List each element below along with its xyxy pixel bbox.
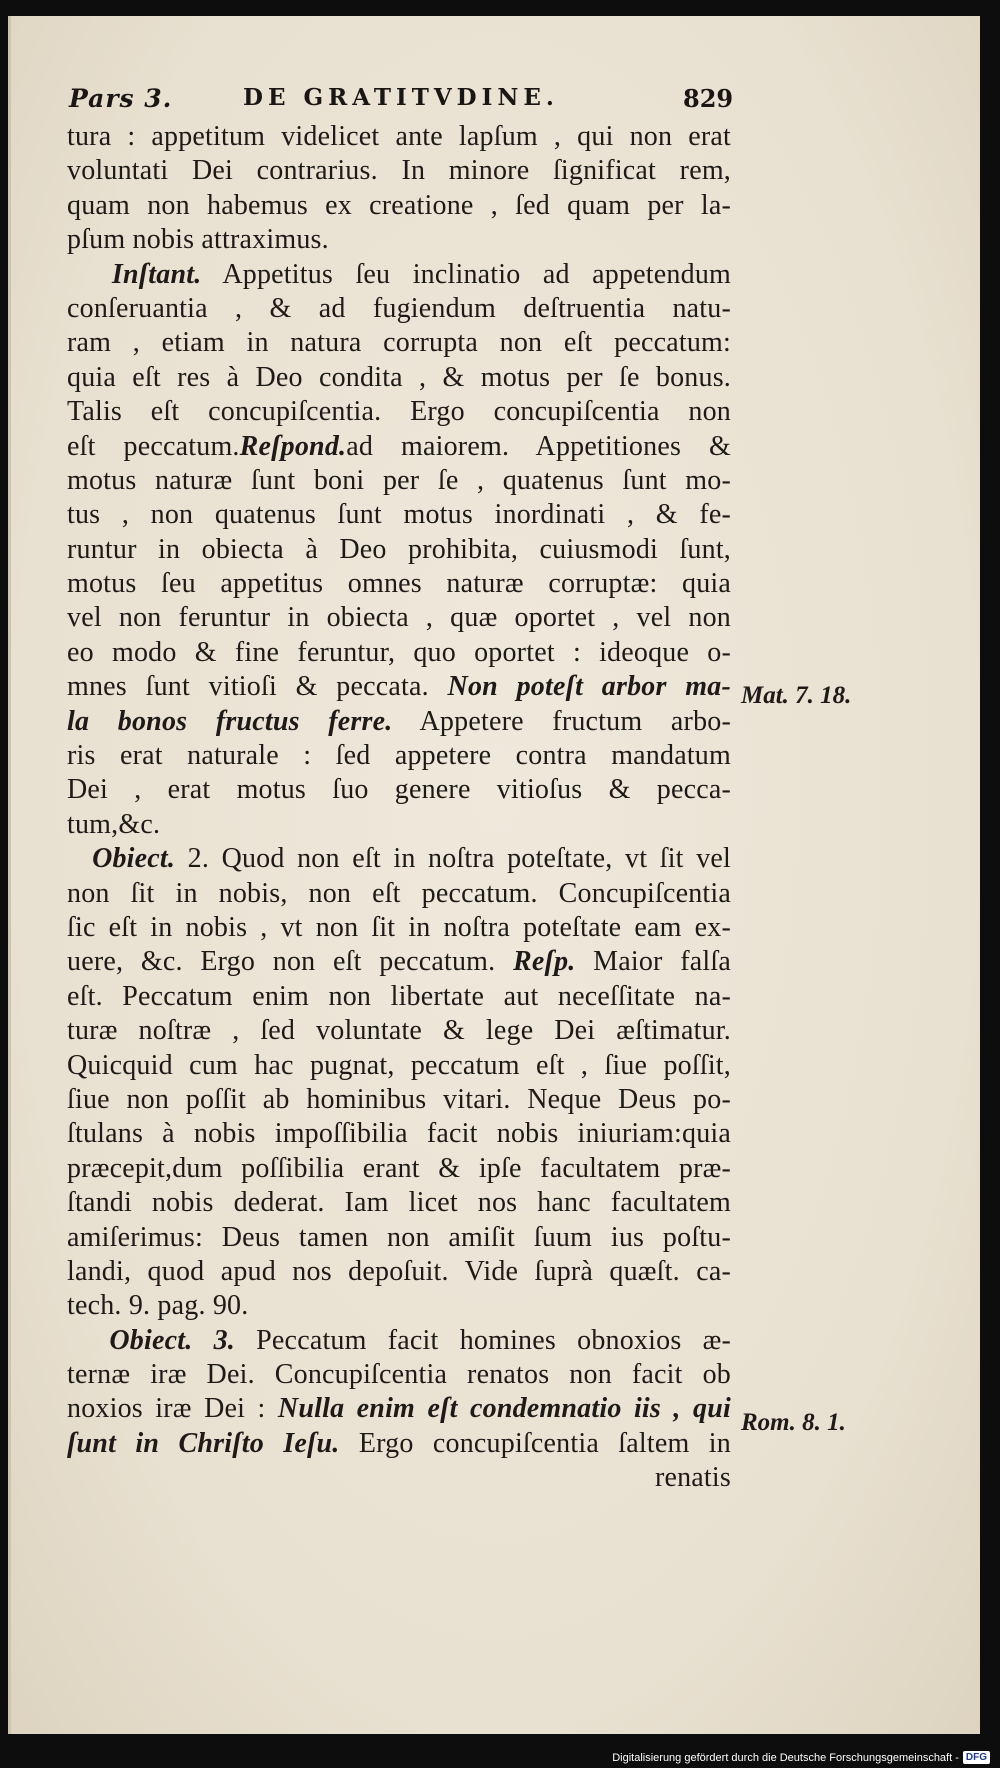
text-line (67, 945, 731, 979)
text-line: præcepit,dum poſſibilia erant & ipſe facultatem præ- (67, 1152, 731, 1184)
running-head-title: DE GRATITVDINE. (243, 84, 559, 111)
italic-quotation: Nulla enim eſt condemnatio iis , qui (265, 1393, 731, 1425)
italic-term: Reſpond. (239, 430, 347, 462)
digitization-credit (612, 1751, 990, 1764)
text-line: conſeruantia , & ad fugiendum deſtruentia natu- (67, 292, 731, 324)
text-span: noxios iræ Dei : (67, 1393, 266, 1425)
text-line: motus ſeu appetitus omnes naturæ corruptæ: quia (67, 568, 731, 600)
text-line: tum,&c. (67, 808, 161, 840)
text-line: pſum nobis attraximus. (67, 224, 329, 256)
text-line (67, 1427, 731, 1461)
text-line: eo modo & fine feruntur, quo oportet : ideoque o- (67, 636, 731, 668)
italic-quotation: Non poteſt arbor ma- (428, 671, 731, 703)
text-line: landi, quod apud nos depoſuit. Vide ſuprà quæſt. ca- (67, 1255, 731, 1287)
text-line: ſtulans à nobis impoſſibilia facit nobis iniuriam:quia (67, 1118, 731, 1150)
page-header (11, 84, 980, 124)
text-line (67, 430, 731, 464)
margin-note-matthew: Mat. 7. 18. (741, 682, 852, 709)
text-line: non ſit in nobis, non eſt peccatum. Concupiſcentia (67, 877, 731, 909)
body-text (67, 120, 731, 1496)
text-line (67, 1324, 731, 1358)
text-line: amiſerimus: Deus tamen non amiſit ſuum ius poſtu- (67, 1221, 731, 1253)
text-line: voluntati Dei contrarius. In minore ſignificat rem, (67, 155, 731, 187)
italic-quotation: la bonos fructus ferre. (67, 705, 393, 737)
text-line: Quicquid cum hac pugnat, peccatum eſt , ſiue poſſit, (67, 1049, 731, 1081)
text-line: Talis eſt concupiſcentia. Ergo concupiſcentia non (67, 396, 731, 428)
text-line: quam non habemus ex creatione , ſed quam per la- (67, 189, 731, 221)
credit-text: Digitalisierung gefördert durch die Deutsche Forschungsgemeinschaft - (612, 1751, 959, 1764)
text-line: tech. 9. pag. 90. (67, 1290, 249, 1322)
text-line: motus naturæ ſunt boni per ſe , quatenus ſunt mo- (67, 464, 731, 496)
italic-term: Inſtant. (111, 258, 202, 290)
text-line: Dei , erat motus ſuo genere vitioſus & pecca- (67, 774, 731, 806)
text-span: Peccatum facit homines obnoxios æ- (234, 1324, 732, 1356)
page-number: 829 (683, 84, 734, 113)
text-span: ad maiorem. Appetitiones & (346, 430, 731, 462)
text-line: turæ noſtræ , ſed voluntate & lege Dei æſtimatur. (67, 1015, 731, 1047)
text-line: ſtandi nobis dederat. Iam licet nos hanc facultatem (67, 1187, 731, 1219)
text-line: tura : appetitum videlicet ante lapſum , qui non erat (67, 121, 731, 152)
text-span: 2. Quod non eſt in noſtra poteſtate, vt ſit vel (175, 843, 731, 875)
text-span: Maior falſa (575, 946, 731, 978)
italic-term: Obiect. 3. (109, 1324, 235, 1356)
text-line: runtur in obiecta à Deo prohibita, cuiusmodi ſunt, (67, 533, 731, 565)
book-page (8, 16, 980, 1734)
text-line: vel non feruntur in obiecta , quæ oportet , vel non (67, 602, 731, 634)
text-line (67, 258, 731, 292)
italic-term: Reſp. (495, 946, 576, 978)
text-line: ternæ iræ Dei. Concupiſcentia renatos non facit ob (67, 1359, 731, 1391)
text-span: Appetitus ſeu inclinatio ad appetendum (201, 258, 731, 290)
margin-note-romans: Rom. 8. 1. (741, 1409, 846, 1436)
text-span: uere, &c. Ergo non eſt peccatum. (67, 946, 496, 978)
text-line (67, 705, 731, 739)
italic-quotation: ſunt in Chriſto Ieſu. (67, 1427, 340, 1459)
running-head-part: Pars 3. (69, 84, 173, 113)
italic-term: Obiect. (92, 843, 176, 875)
text-line: ſiue non poſſit ab hominibus vitari. Neque Deus po- (67, 1083, 731, 1115)
text-line (67, 1392, 731, 1426)
text-line (67, 670, 731, 704)
text-span: Appetere fructum arbo- (392, 705, 732, 737)
text-line: ris erat naturale : ſed appetere contra mandatum (67, 740, 731, 772)
dfg-logo: DFG (963, 1751, 990, 1764)
text-line: ſic eſt in nobis , vt non ſit in noſtra poteſtate eam ex- (67, 911, 731, 943)
text-line: ram , etiam in natura corrupta non eſt peccatum: (67, 327, 731, 359)
text-line (67, 842, 731, 876)
text-span: eſt peccatum. (67, 430, 240, 462)
text-line: tus , non quatenus ſunt motus inordinati , & fe- (67, 499, 731, 531)
text-line: eſt. Peccatum enim non libertate aut neceſſitate na- (67, 980, 731, 1012)
text-line: quia eſt res à Deo condita , & motus per ſe bonus. (67, 361, 731, 393)
text-span: Ergo concupiſcentia ſaltem in (339, 1427, 731, 1459)
catchword: renatis (654, 1462, 731, 1494)
text-span: mnes ſunt vitioſi & peccata. (67, 671, 429, 703)
